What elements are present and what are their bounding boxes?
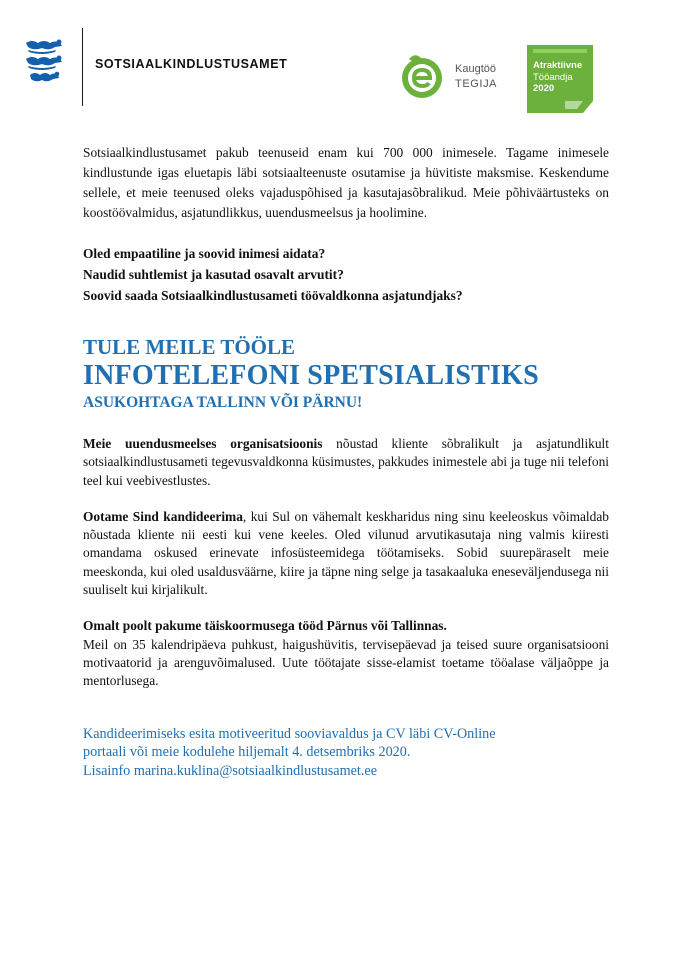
award-subtitle: Tööandja: [533, 72, 573, 83]
headline-job-title: INFOTELEFONI SPETSIALISTIKS: [83, 360, 539, 391]
organisation-paragraph: [83, 435, 609, 490]
offer-lead: Omalt poolt pakume täiskoormusega tööd Pärnus või Tallinnas.: [83, 618, 447, 634]
question-3: Soovid saada Sotsiaalkindlustusameti töövaldkonna asjatundjaks?: [83, 288, 463, 303]
kaugtoo-text: Kaugtöö: [455, 63, 496, 75]
question-1: Oled empaatiline ja soovid inimesi aidata?: [83, 246, 326, 261]
headline-location: ASUKOHTAGA TALLINN VÕI PÄRNU!: [83, 394, 363, 411]
kaugtoo-tegija-text: TEGIJA: [455, 78, 498, 90]
organisation-lead: Meie uuendusmeelses organisatsioonis: [83, 436, 323, 451]
coat-of-arms-icon: [22, 36, 66, 94]
application-line-2: portaali või meie kodulehe hiljemalt 4. detsembriks 2020.: [83, 744, 411, 761]
offer-text: Meil on 35 kalendripäeva puhkust, haigushüvitis, tervisepäevad ja teised suure organisatsiooni motivaatorid ja arenguvõimalused. Uute töötajate sisse-elamist toetame tööalase väljaõppe ja mentorlusega.: [83, 636, 609, 689]
application-info: [83, 725, 609, 781]
contact-email[interactable]: Lisainfo marina.kuklina@sotsiaalkindlustusamet.ee: [83, 762, 377, 779]
application-line-1: Kandideerimiseks esita motiveeritud sooviavaldus ja CV läbi CV-Online: [83, 725, 496, 742]
requirements-text: , kui Sul on vähemalt keskharidus ning sinu keeleoskus võimaldab nõustada kliente nii eesti kui vene keeles. Oled vilunud arvutikasutaja ning valmis kiiresti omandama oskused erinevate infosüsteemidega töötamiseks. Sobid suurepäraselt meie meeskonda, kui oled usaldusväärne, kiire ja täpne ning selge ja tasakaaluka eneseväljendusega nii suuliselt kui kirjalikult.: [83, 508, 609, 598]
header-divider: [82, 28, 83, 106]
intro-paragraph: Sotsiaalkindlustusamet pakub teenuseid enam kui 700 000 inimesele. Tagame inimesele kindlustunde igas eluetapis läbi sotsiaalteenuste osutamise ja hüvitiste maksmise. Keskendume sellele, et meie teenused oleks vajaduspõhised ja kasutajasõbralikud. Meie põhiväärtusteks on koostöövalmidus, asjatundlikkus, uuendusmeelsus ja hoolimine.: [83, 145, 609, 220]
offer-paragraph: [83, 617, 609, 690]
headline-line-1: TULE MEILE TÖÖLE: [83, 335, 296, 359]
agency-name: SOTSIAALKINDLUSTUSAMET: [95, 57, 288, 71]
award-title: Atraktiivne: [533, 60, 583, 71]
award-year: 2020: [533, 83, 555, 94]
question-2: Naudid suhtlemist ja kasutad osavalt arvutit?: [83, 267, 344, 282]
organisation-text: nõustad kliente sõbralikult ja asjatundlikult sotsiaalkindlustusameti tegevusvaldkonna küsimustes, pakkudes inimestele abi ja tuge nii telefoni teel kui veebivestlustes.: [83, 436, 609, 488]
requirements-paragraph: [83, 508, 609, 599]
job-ad-body: [83, 143, 609, 780]
letterhead: [0, 0, 690, 120]
requirements-lead: Ootame Sind kandideerima: [83, 508, 243, 524]
